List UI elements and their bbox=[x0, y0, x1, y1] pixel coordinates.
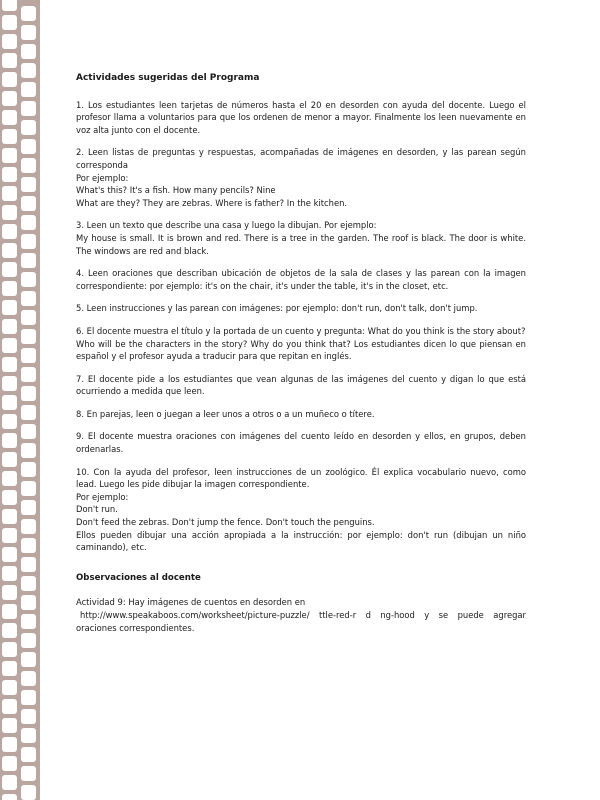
strip-cell bbox=[2, 699, 17, 714]
strip-cell bbox=[21, 481, 36, 496]
strip-cell bbox=[21, 424, 36, 439]
strip-cell bbox=[2, 680, 17, 695]
activity-line: 6. El docente muestra el título y la portada de un cuento y pregunta: What do you think is the story about? bbox=[76, 325, 526, 336]
strip-cell bbox=[2, 604, 17, 619]
observation-end: oraciones correspondientes. bbox=[76, 622, 195, 633]
strip-cell bbox=[2, 300, 17, 315]
activity-line: 9. El docente muestra oraciones con imágenes del cuento leído en desorden y ellos, en grupos, deben ordenarlas. bbox=[76, 431, 526, 455]
strip-cell bbox=[2, 395, 17, 410]
strip-cell bbox=[2, 566, 17, 581]
strip-cell bbox=[2, 623, 17, 638]
strip-cell bbox=[21, 25, 36, 40]
strip-cell bbox=[21, 158, 36, 173]
strip-cell bbox=[2, 72, 17, 87]
activity-line: What are they? They are zebras. Where is father? In the kitchen. bbox=[76, 197, 348, 208]
strip-cell bbox=[2, 243, 17, 258]
activity-7 bbox=[76, 373, 526, 398]
strip-cell bbox=[21, 633, 36, 648]
strip-cell bbox=[21, 120, 36, 135]
activity-line: My house is small. It is brown and red. There is a tree in the garden. The roof is black. The door is white. The windows are red and black. bbox=[76, 232, 526, 256]
strip-cell bbox=[21, 766, 36, 781]
strip-cell bbox=[2, 775, 17, 790]
activity-line: 4. Leen oraciones que describan ubicación de objetos de la sala de clases y las parean con la imagen correspondiente: por ejemplo: it's on the chair, it's under the table, it's in the closet, etc. bbox=[76, 268, 526, 291]
strip-cell bbox=[2, 15, 17, 30]
strip-cell bbox=[21, 614, 36, 629]
strip-cell bbox=[2, 547, 17, 562]
observation-url-line: http://www.speakaboos.com/worksheet/picture-puzzle/ ttle-red-r d ng-hood y se puede agregar bbox=[80, 610, 526, 620]
activity-line: 10. Con la ayuda del profesor, leen instrucciones de un zoológico. Él explica vocabulario nuevo, como lead. Luego les pide dibujar la imagen correspondiente. bbox=[76, 466, 526, 490]
strip-cell bbox=[21, 519, 36, 534]
strip-cell bbox=[21, 348, 36, 363]
strip-cell bbox=[21, 82, 36, 97]
strip-cell bbox=[2, 129, 17, 144]
strip-cell bbox=[21, 405, 36, 420]
activity-9 bbox=[76, 430, 526, 455]
strip-cell bbox=[2, 167, 17, 182]
strip-cell bbox=[21, 652, 36, 667]
strip-cell bbox=[2, 186, 17, 201]
strip-cell bbox=[2, 661, 17, 676]
strip-cell bbox=[21, 6, 36, 21]
document-page bbox=[76, 72, 526, 644]
strip-cell bbox=[21, 329, 36, 344]
strip-cell bbox=[21, 785, 36, 800]
strip-cell bbox=[2, 414, 17, 429]
strip-cell bbox=[21, 253, 36, 268]
activity-line: What's this? It's a fish. How many pencils? Nine bbox=[76, 185, 276, 196]
strip-cell bbox=[2, 718, 17, 733]
activity-line: Don't feed the zebras. Don't jump the fence. Don't touch the penguins. bbox=[76, 517, 375, 528]
strip-cell bbox=[2, 91, 17, 106]
activity-1 bbox=[76, 99, 526, 137]
strip-cell bbox=[21, 690, 36, 705]
strip-cell bbox=[2, 490, 17, 505]
strip-cell bbox=[2, 34, 17, 49]
activity-10 bbox=[76, 466, 526, 554]
observation-intro: Actividad 9: Hay imágenes de cuentos en desorden en bbox=[76, 597, 306, 608]
strip-cell bbox=[2, 756, 17, 771]
activity-line: 8. En parejas, leen o juegan a leer unos a otros o a un muñeco o títere. bbox=[76, 408, 375, 419]
strip-cell bbox=[2, 585, 17, 600]
strip-cell bbox=[2, 357, 17, 372]
activity-line: 2. Leen listas de preguntas y respuestas, acompañadas de imágenes en desorden, y las parean según corresponda bbox=[76, 147, 526, 170]
strip-cell bbox=[21, 576, 36, 591]
strip-cell bbox=[2, 281, 17, 296]
strip-cell bbox=[21, 196, 36, 211]
activity-4 bbox=[76, 267, 526, 292]
strip-cell bbox=[2, 471, 17, 486]
strip-cell bbox=[2, 794, 17, 800]
strip-cell bbox=[21, 139, 36, 154]
activity-6 bbox=[76, 325, 526, 363]
strip-cell bbox=[2, 433, 17, 448]
activity-line: 1. Los estudiantes leen tarjetas de números hasta el 20 en desorden con ayuda del docente. Luego el profesor llama a voluntarios para que los ordenen de menor a mayor. Finalmente los leen nuevamente en voz alta junto con el docente. bbox=[76, 99, 526, 135]
activity-line: 3. Leen un texto que describe una casa y luego la dibujan. Por ejemplo: bbox=[76, 220, 377, 231]
activity-line: Por ejemplo: bbox=[76, 491, 129, 502]
strip-cell bbox=[21, 177, 36, 192]
strip-cell bbox=[21, 500, 36, 515]
strip-cell bbox=[21, 386, 36, 401]
observation-paragraph bbox=[76, 596, 526, 634]
strip-cell bbox=[2, 452, 17, 467]
strip-cell bbox=[2, 737, 17, 752]
strip-cell bbox=[21, 44, 36, 59]
activity-8 bbox=[76, 408, 526, 421]
activities-list bbox=[76, 99, 526, 554]
strip-cell bbox=[21, 101, 36, 116]
strip-cell bbox=[2, 338, 17, 353]
strip-cell bbox=[21, 310, 36, 325]
strip-cell bbox=[2, 376, 17, 391]
section-heading: Actividades sugeridas del Programa bbox=[76, 73, 260, 83]
strip-cell bbox=[21, 63, 36, 78]
activity-line: Por ejemplo: bbox=[76, 172, 129, 183]
activity-line: Don't run. bbox=[76, 504, 118, 515]
strip-cell bbox=[2, 642, 17, 657]
strip-cell bbox=[2, 262, 17, 277]
strip-cell bbox=[21, 367, 36, 382]
strip-cell bbox=[21, 557, 36, 572]
activity-line: 5. Leen instrucciones y las parean con imágenes: por ejemplo: don't run, don't talk, don't jump. bbox=[76, 303, 478, 314]
strip-column-left bbox=[2, 0, 17, 800]
activity-5 bbox=[76, 302, 526, 315]
strip-cell bbox=[2, 528, 17, 543]
strip-cell bbox=[21, 272, 36, 287]
strip-cell bbox=[2, 224, 17, 239]
observations-heading: Observaciones al docente bbox=[76, 572, 201, 583]
strip-cell bbox=[21, 215, 36, 230]
strip-cell bbox=[2, 148, 17, 163]
strip-cell bbox=[21, 234, 36, 249]
strip-cell bbox=[21, 671, 36, 686]
strip-cell bbox=[21, 595, 36, 610]
strip-cell bbox=[2, 0, 17, 11]
strip-cell bbox=[21, 747, 36, 762]
strip-cell bbox=[21, 443, 36, 458]
strip-cell bbox=[2, 110, 17, 125]
activity-line: Ellos pueden dibujar una acción apropiada a la instrucción: por ejemplo: don't run (dibujan un niño caminando), etc. bbox=[76, 529, 526, 553]
strip-cell bbox=[21, 709, 36, 724]
activity-line: 7. El docente pide a los estudiantes que vean algunas de las imágenes del cuento y digan lo que está ocurriendo a medida que leen. bbox=[76, 373, 526, 397]
strip-cell bbox=[2, 509, 17, 524]
strip-cell bbox=[21, 728, 36, 743]
activity-3 bbox=[76, 219, 526, 257]
decorative-side-strip bbox=[0, 0, 40, 800]
strip-cell bbox=[2, 53, 17, 68]
strip-cell bbox=[21, 462, 36, 477]
strip-cell bbox=[21, 538, 36, 553]
activity-2 bbox=[76, 146, 526, 209]
strip-cell bbox=[2, 205, 17, 220]
strip-column-right bbox=[21, 6, 36, 800]
strip-cell bbox=[2, 319, 17, 334]
strip-cell bbox=[21, 291, 36, 306]
activity-line: Who will be the characters in the story? Why do you think that? Los estudiantes dicen lo que piensan en español y el profesor ayuda a traducir para que repitan en inglés. bbox=[76, 338, 526, 362]
